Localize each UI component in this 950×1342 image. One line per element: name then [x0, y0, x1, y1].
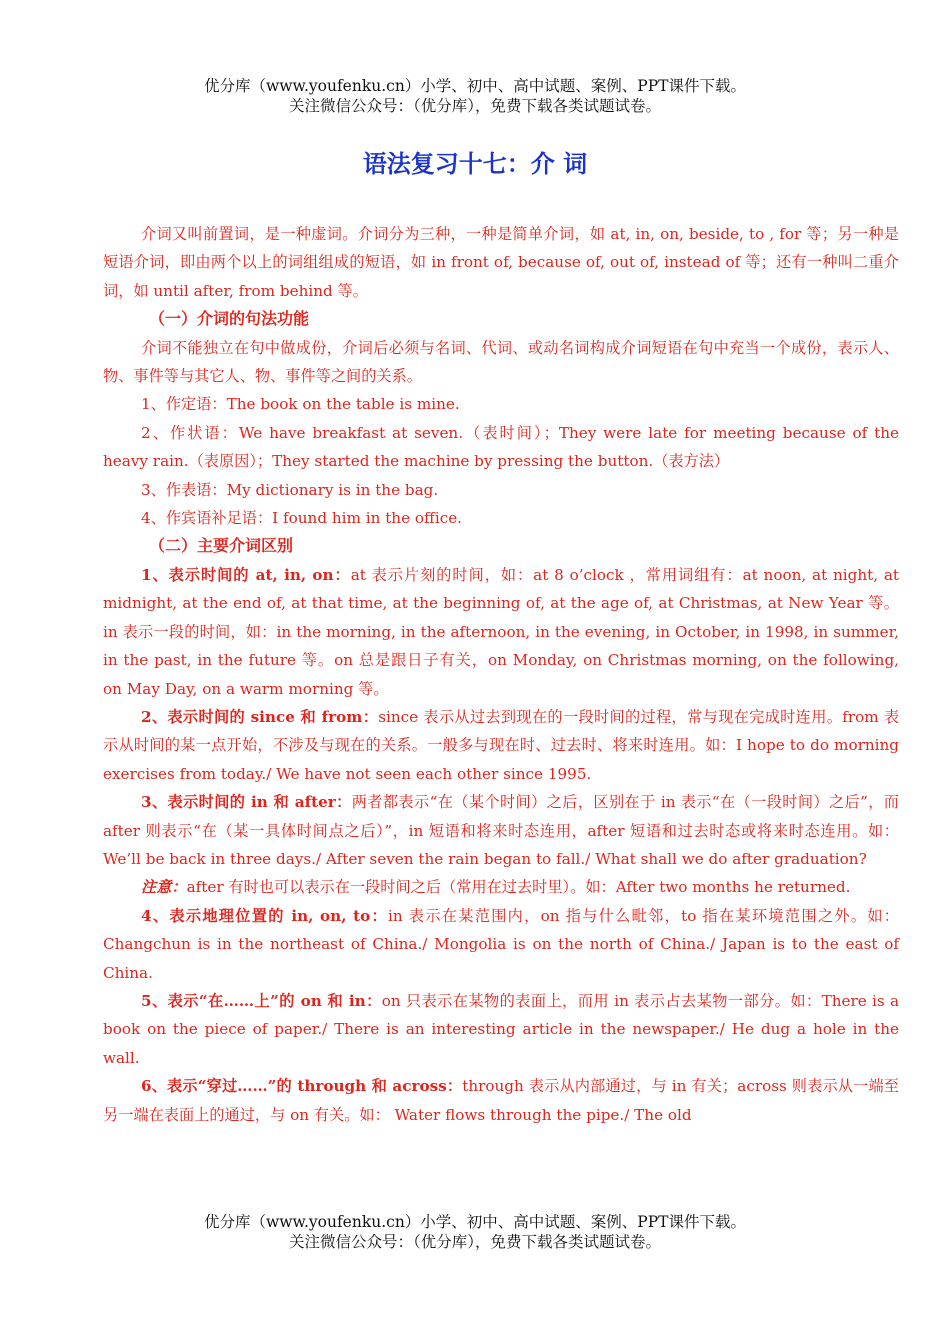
footer-line-2: 关注微信公众号：（优分库），免费下载各类试题试卷。 [288, 1233, 661, 1251]
item-text: on 只表示在某物的表面上，而用 in 表示占去某物一部分。如：There is a book on the piece of paper./ There is an interesting article in the newspaper./ He dug a hole in the wall. [103, 991, 899, 1067]
item-lead: 6、表示“穿过……”的 through 和 across： [141, 1077, 463, 1096]
section-2-item-2 [103, 703, 899, 788]
section-2-item-4 [103, 902, 899, 987]
section-2-item-5 [103, 987, 899, 1072]
section-1-item-2: 2、作状语：We have breakfast at seven.（表时间）；They were late for meeting because of the heavy rain.（表原因）；They started the machine by pressing the button.（表方法） [103, 423, 899, 471]
page-title: 语法复习十七：介 词 [362, 150, 588, 178]
section-1-item-4: 4、作宾语补足语：I found him in the office. [141, 509, 463, 528]
item-lead: 5、表示“在……上”的 on 和 in： [141, 991, 382, 1010]
item-text: since 表示从过去到现在的一段时间的过程，常与现在完成时连用。from 表示从时间的某一点开始，不涉及与现在的关系。一般多与现在时、过去时、将来时连用。如：I hope to do morning exercises from today./ We have not seen each other since 1995. [103, 707, 900, 783]
section-2-item-3 [103, 788, 899, 873]
footer-line-1: 优分库（www.youfenku.cn）小学、初中、高中试题、案例、PPT课件下载。 [203, 1213, 747, 1231]
item-text: 两者都表示“在（某个时间）之后，区别在于 in 表示“在（一段时间）之后”，而 after 则表示“在（某一具体时间点之后）”，in 短语和将来时态连用，after 短语和过去时态或将来时态连用。如：We’ll be back in three days./ After seven the rain began to fall./ What shall we do after graduation? [103, 793, 899, 868]
item-lead: 3、表示时间的 in 和 after： [141, 793, 352, 812]
intro-paragraph: 介词又叫前置词，是一种虚词。介词分为三种，一种是简单介词，如 at, in, on, beside, to , for 等；另一种是短语介词，即由两个以上的词组组成的短语，如 in front of, because of, out of, instead of 等；还有一种叫二重介词，如 until after, from behind 等。 [103, 225, 899, 300]
item-text: through 表示从内部通过，与 in 有关；across 则表示从一端至另一端在表面上的通过，与 on 有关。如： Water flows through the pipe./ The old [103, 1077, 899, 1124]
section-1-intro: 介词不能独立在句中做成份，介词后必须与名词、代词、或动名词构成介词短语在句中充当一个成份，表示人、物、事件等与其它人、物、事件等之间的关系。 [103, 338, 899, 386]
item-lead: 2、表示时间的 since 和 from： [141, 707, 379, 726]
section-1-item-1: 1、作定语：The book on the table is mine. [141, 395, 460, 414]
section-1-item-3: 3、作表语：My dictionary is in the bag. [141, 480, 439, 499]
item-lead: 1、表示时间的 at, in, on： [141, 565, 351, 584]
item-text: in 表示在某范围内，on 指与什么毗邻，to 指在某环境范围之外。如：Changchun is in the northeast of China./ Mongolia is on the north of China./ Japan is to the east of China. [103, 906, 899, 982]
section-2-item-1 [103, 561, 899, 703]
header-line-1: 优分库（www.youfenku.cn）小学、初中、高中试题、案例、PPT课件下载。 [203, 77, 747, 95]
document-body [103, 220, 899, 1129]
page-header [0, 76, 950, 116]
item-lead: 4、表示地理位置的 in, on, to： [141, 906, 388, 925]
section-2-item-6 [103, 1072, 899, 1129]
note-label: 注意： [141, 878, 187, 897]
section-heading-2: （二）主要介词区别 [149, 536, 294, 556]
page-footer [0, 1212, 950, 1252]
section-heading-1: （一）介词的句法功能 [149, 309, 310, 329]
item-text: at 表示片刻的时间，如：at 8 o’clock ，常用词组有：at noon, at night, at midnight, at the end of, at that time, at the beginning of, at the age of, at Christmas, at New Year 等。in 表示一段的时间，如：in the morning, in the afternoon, in the evening, in October, in 1998, in summer, in the past, in the future 等。on 总是跟日子有关，on Monday, on Christmas morning, on the following, on May Day, on a warm morning 等。 [103, 565, 899, 698]
header-line-2: 关注微信公众号：（优分库），免费下载各类试题试卷。 [288, 97, 661, 115]
section-2-note [103, 873, 899, 901]
item-text: after 有时也可以表示在一段时间之后（常用在过去时里）。如：After two months he returned. [186, 878, 851, 897]
